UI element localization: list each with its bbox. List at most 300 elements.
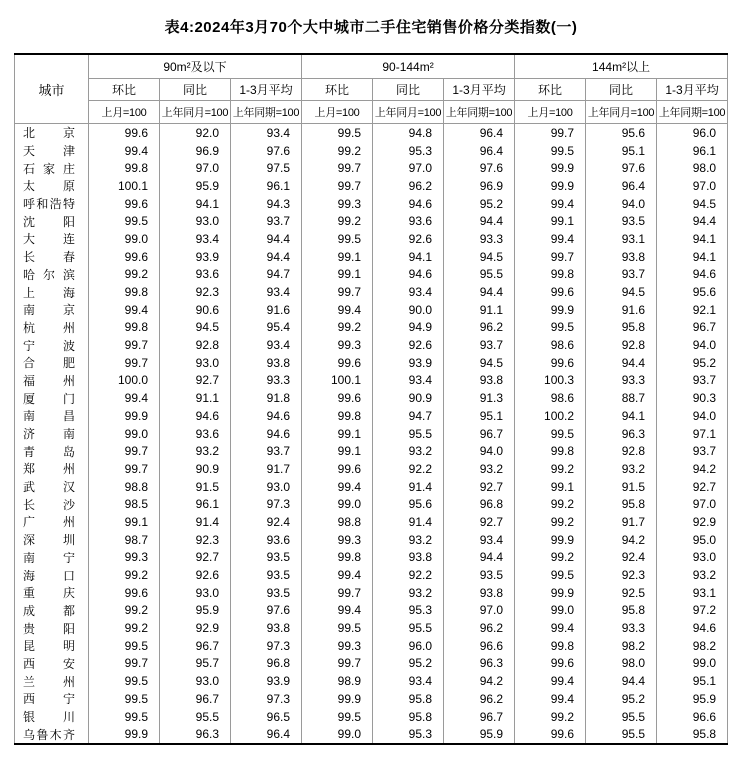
value-cell: 93.7 xyxy=(444,336,515,354)
value-cell: 95.9 xyxy=(160,602,231,620)
value-cell: 93.4 xyxy=(373,372,444,390)
value-cell: 93.7 xyxy=(231,212,302,230)
value-cell: 97.1 xyxy=(657,425,728,443)
value-cell: 92.0 xyxy=(160,124,231,142)
value-cell: 96.5 xyxy=(231,708,302,726)
value-cell: 91.5 xyxy=(160,478,231,496)
city-name: 海口 xyxy=(23,568,75,583)
metric-header-avg: 1-3月平均 xyxy=(231,79,302,101)
value-cell: 99.0 xyxy=(515,602,586,620)
value-cell: 99.3 xyxy=(89,549,160,567)
value-cell: 96.1 xyxy=(160,495,231,513)
value-cell: 99.7 xyxy=(302,283,373,301)
value-cell: 93.8 xyxy=(231,354,302,372)
value-cell: 95.9 xyxy=(444,725,515,744)
value-cell: 99.5 xyxy=(302,124,373,142)
table-row xyxy=(15,212,728,230)
value-cell: 99.4 xyxy=(89,389,160,407)
value-cell: 96.8 xyxy=(444,495,515,513)
table-row xyxy=(15,266,728,284)
value-cell: 95.5 xyxy=(160,708,231,726)
value-cell: 95.3 xyxy=(373,602,444,620)
value-cell: 94.2 xyxy=(657,460,728,478)
value-cell: 94.4 xyxy=(444,283,515,301)
value-cell: 99.2 xyxy=(89,619,160,637)
city-cell xyxy=(15,248,89,266)
table-row xyxy=(15,336,728,354)
value-cell: 91.6 xyxy=(586,301,657,319)
base-header-same-month-last-year: 上年同月=100 xyxy=(586,101,657,124)
value-cell: 96.2 xyxy=(444,319,515,337)
city-name: 宁波 xyxy=(23,338,75,353)
value-cell: 93.9 xyxy=(231,672,302,690)
value-cell: 99.4 xyxy=(302,301,373,319)
value-cell: 95.6 xyxy=(586,124,657,142)
value-cell: 96.1 xyxy=(231,177,302,195)
city-name: 成都 xyxy=(23,603,75,618)
value-cell: 95.2 xyxy=(373,655,444,673)
value-cell: 98.2 xyxy=(586,637,657,655)
value-cell: 91.3 xyxy=(444,389,515,407)
metric-header-yoy: 同比 xyxy=(586,79,657,101)
value-cell: 99.2 xyxy=(89,602,160,620)
value-cell: 95.2 xyxy=(444,195,515,213)
value-cell: 99.2 xyxy=(302,212,373,230)
value-cell: 95.8 xyxy=(586,319,657,337)
value-cell: 99.0 xyxy=(302,725,373,744)
value-cell: 93.0 xyxy=(160,672,231,690)
city-name: 呼和浩特 xyxy=(23,197,75,212)
value-cell: 99.5 xyxy=(89,637,160,655)
metric-header-avg: 1-3月平均 xyxy=(657,79,728,101)
city-name: 西宁 xyxy=(23,692,75,707)
value-cell: 99.7 xyxy=(89,354,160,372)
value-cell: 99.1 xyxy=(89,513,160,531)
value-cell: 94.4 xyxy=(444,549,515,567)
value-cell: 93.8 xyxy=(444,372,515,390)
value-cell: 93.6 xyxy=(160,425,231,443)
value-cell: 98.0 xyxy=(657,159,728,177)
value-cell: 96.0 xyxy=(657,124,728,142)
value-cell: 95.8 xyxy=(373,690,444,708)
value-cell: 99.8 xyxy=(515,442,586,460)
value-cell: 93.3 xyxy=(586,619,657,637)
city-cell xyxy=(15,195,89,213)
base-header-row xyxy=(15,101,728,124)
value-cell: 99.1 xyxy=(302,425,373,443)
value-cell: 95.8 xyxy=(586,495,657,513)
value-cell: 96.3 xyxy=(586,425,657,443)
value-cell: 99.2 xyxy=(89,266,160,284)
value-cell: 93.4 xyxy=(231,283,302,301)
value-cell: 94.1 xyxy=(657,230,728,248)
value-cell: 92.6 xyxy=(373,336,444,354)
value-cell: 99.7 xyxy=(302,584,373,602)
city-name: 长沙 xyxy=(23,497,75,512)
value-cell: 96.3 xyxy=(160,725,231,744)
value-cell: 100.1 xyxy=(89,177,160,195)
city-cell xyxy=(15,212,89,230)
value-cell: 99.5 xyxy=(515,142,586,160)
city-cell xyxy=(15,372,89,390)
city-cell xyxy=(15,513,89,531)
value-cell: 92.8 xyxy=(160,336,231,354)
value-cell: 99.7 xyxy=(302,655,373,673)
value-cell: 97.0 xyxy=(373,159,444,177)
value-cell: 91.7 xyxy=(586,513,657,531)
value-cell: 96.0 xyxy=(373,637,444,655)
value-cell: 92.6 xyxy=(373,230,444,248)
base-header-same-month-last-year: 上年同月=100 xyxy=(160,101,231,124)
value-cell: 94.4 xyxy=(657,212,728,230)
value-cell: 99.6 xyxy=(89,248,160,266)
city-cell xyxy=(15,336,89,354)
value-cell: 99.5 xyxy=(302,230,373,248)
value-cell: 94.1 xyxy=(586,407,657,425)
value-cell: 92.3 xyxy=(586,566,657,584)
value-cell: 96.7 xyxy=(657,319,728,337)
city-name: 厦门 xyxy=(23,391,75,406)
value-cell: 96.1 xyxy=(657,142,728,160)
city-cell xyxy=(15,266,89,284)
value-cell: 93.4 xyxy=(373,283,444,301)
value-cell: 92.3 xyxy=(160,531,231,549)
group-header-144-above: 144m²以上 xyxy=(515,54,728,79)
value-cell: 95.5 xyxy=(586,725,657,744)
value-cell: 96.7 xyxy=(444,425,515,443)
value-cell: 99.3 xyxy=(302,195,373,213)
value-cell: 99.6 xyxy=(515,655,586,673)
city-name: 深圳 xyxy=(23,533,75,548)
value-cell: 93.0 xyxy=(160,354,231,372)
value-cell: 97.0 xyxy=(657,177,728,195)
value-cell: 99.2 xyxy=(515,549,586,567)
value-cell: 100.0 xyxy=(89,372,160,390)
city-name: 长春 xyxy=(23,250,75,265)
value-cell: 98.0 xyxy=(586,655,657,673)
value-cell: 96.4 xyxy=(444,142,515,160)
city-cell xyxy=(15,283,89,301)
value-cell: 99.4 xyxy=(515,619,586,637)
value-cell: 99.0 xyxy=(302,495,373,513)
value-cell: 96.4 xyxy=(586,177,657,195)
value-cell: 95.8 xyxy=(373,708,444,726)
base-header-prev-month: 上月=100 xyxy=(515,101,586,124)
city-name: 南宁 xyxy=(23,550,75,565)
value-cell: 91.1 xyxy=(444,301,515,319)
value-cell: 95.8 xyxy=(657,725,728,744)
value-cell: 94.8 xyxy=(373,124,444,142)
value-cell: 94.0 xyxy=(444,442,515,460)
value-cell: 99.9 xyxy=(515,177,586,195)
value-cell: 95.9 xyxy=(657,690,728,708)
value-cell: 93.8 xyxy=(444,584,515,602)
value-cell: 92.2 xyxy=(373,460,444,478)
value-cell: 99.2 xyxy=(302,142,373,160)
value-cell: 95.9 xyxy=(160,177,231,195)
city-cell xyxy=(15,230,89,248)
value-cell: 93.9 xyxy=(160,248,231,266)
table-row xyxy=(15,672,728,690)
value-cell: 94.4 xyxy=(586,672,657,690)
value-cell: 94.6 xyxy=(231,407,302,425)
value-cell: 99.5 xyxy=(515,566,586,584)
value-cell: 93.5 xyxy=(586,212,657,230)
city-name: 银川 xyxy=(23,710,75,725)
value-cell: 92.7 xyxy=(657,478,728,496)
value-cell: 98.8 xyxy=(302,513,373,531)
value-cell: 95.6 xyxy=(373,495,444,513)
base-header-same-period-last-year: 上年同期=100 xyxy=(657,101,728,124)
value-cell: 98.5 xyxy=(89,495,160,513)
city-name: 南京 xyxy=(23,303,75,318)
value-cell: 94.1 xyxy=(657,248,728,266)
value-cell: 94.1 xyxy=(160,195,231,213)
value-cell: 99.6 xyxy=(89,195,160,213)
value-cell: 95.6 xyxy=(657,283,728,301)
value-cell: 95.1 xyxy=(586,142,657,160)
table-body xyxy=(15,124,728,745)
value-cell: 99.9 xyxy=(302,690,373,708)
table-row xyxy=(15,248,728,266)
city-cell xyxy=(15,159,89,177)
value-cell: 91.4 xyxy=(373,513,444,531)
value-cell: 95.5 xyxy=(373,619,444,637)
value-cell: 93.2 xyxy=(373,584,444,602)
value-cell: 95.2 xyxy=(657,354,728,372)
metric-header-yoy: 同比 xyxy=(160,79,231,101)
value-cell: 93.5 xyxy=(231,549,302,567)
metric-header-yoy: 同比 xyxy=(373,79,444,101)
city-cell xyxy=(15,460,89,478)
value-cell: 98.9 xyxy=(302,672,373,690)
value-cell: 99.5 xyxy=(89,672,160,690)
value-cell: 99.4 xyxy=(302,602,373,620)
city-name: 福州 xyxy=(23,373,75,388)
value-cell: 99.1 xyxy=(515,212,586,230)
value-cell: 93.0 xyxy=(160,212,231,230)
value-cell: 94.6 xyxy=(373,195,444,213)
value-cell: 93.5 xyxy=(231,584,302,602)
value-cell: 91.7 xyxy=(231,460,302,478)
table-row xyxy=(15,354,728,372)
value-cell: 99.2 xyxy=(89,566,160,584)
table-row xyxy=(15,708,728,726)
table-row xyxy=(15,159,728,177)
value-cell: 93.0 xyxy=(657,549,728,567)
value-cell: 97.6 xyxy=(231,602,302,620)
value-cell: 94.4 xyxy=(231,230,302,248)
value-cell: 96.9 xyxy=(444,177,515,195)
value-cell: 93.3 xyxy=(586,372,657,390)
value-cell: 99.7 xyxy=(302,159,373,177)
value-cell: 97.3 xyxy=(231,637,302,655)
city-cell xyxy=(15,672,89,690)
value-cell: 99.8 xyxy=(89,283,160,301)
base-header-same-period-last-year: 上年同期=100 xyxy=(444,101,515,124)
table-row xyxy=(15,407,728,425)
value-cell: 93.7 xyxy=(586,266,657,284)
group-header-90-below: 90m²及以下 xyxy=(89,54,302,79)
table-row xyxy=(15,124,728,142)
base-header-same-period-last-year: 上年同期=100 xyxy=(231,101,302,124)
value-cell: 94.6 xyxy=(231,425,302,443)
value-cell: 96.2 xyxy=(373,177,444,195)
value-cell: 99.8 xyxy=(515,637,586,655)
city-cell xyxy=(15,478,89,496)
value-cell: 99.9 xyxy=(515,301,586,319)
value-cell: 93.2 xyxy=(160,442,231,460)
value-cell: 96.8 xyxy=(231,655,302,673)
value-cell: 97.0 xyxy=(160,159,231,177)
value-cell: 93.8 xyxy=(231,619,302,637)
value-cell: 90.0 xyxy=(373,301,444,319)
value-cell: 93.7 xyxy=(657,442,728,460)
value-cell: 99.4 xyxy=(302,478,373,496)
value-cell: 97.3 xyxy=(231,495,302,513)
metric-header-row xyxy=(15,79,728,101)
value-cell: 93.8 xyxy=(586,248,657,266)
value-cell: 99.5 xyxy=(515,319,586,337)
value-cell: 99.1 xyxy=(302,248,373,266)
value-cell: 98.6 xyxy=(515,389,586,407)
value-cell: 93.0 xyxy=(231,478,302,496)
page-title: 表4:2024年3月70个大中城市二手住宅销售价格分类指数(一) xyxy=(164,19,578,36)
value-cell: 93.2 xyxy=(373,531,444,549)
value-cell: 99.7 xyxy=(302,177,373,195)
value-cell: 93.4 xyxy=(231,124,302,142)
city-name: 石家庄 xyxy=(23,161,75,176)
value-cell: 94.1 xyxy=(373,248,444,266)
city-cell xyxy=(15,655,89,673)
base-header-prev-month: 上月=100 xyxy=(302,101,373,124)
value-cell: 93.4 xyxy=(231,336,302,354)
value-cell: 96.6 xyxy=(444,637,515,655)
value-cell: 99.4 xyxy=(515,195,586,213)
value-cell: 99.2 xyxy=(515,495,586,513)
city-name: 北京 xyxy=(23,126,75,141)
value-cell: 92.8 xyxy=(586,442,657,460)
value-cell: 99.1 xyxy=(302,442,373,460)
value-cell: 99.2 xyxy=(302,319,373,337)
value-cell: 97.2 xyxy=(657,602,728,620)
table-row xyxy=(15,725,728,744)
value-cell: 95.4 xyxy=(231,319,302,337)
value-cell: 99.4 xyxy=(89,301,160,319)
value-cell: 93.5 xyxy=(444,566,515,584)
value-cell: 96.4 xyxy=(231,725,302,744)
value-cell: 97.6 xyxy=(586,159,657,177)
city-cell xyxy=(15,177,89,195)
city-name: 青岛 xyxy=(23,444,75,459)
table-row xyxy=(15,584,728,602)
value-cell: 99.8 xyxy=(302,549,373,567)
table-row xyxy=(15,442,728,460)
value-cell: 91.8 xyxy=(231,389,302,407)
value-cell: 93.5 xyxy=(231,566,302,584)
city-cell xyxy=(15,124,89,142)
table-row xyxy=(15,637,728,655)
value-cell: 99.8 xyxy=(515,266,586,284)
table-row xyxy=(15,619,728,637)
table-row xyxy=(15,142,728,160)
value-cell: 99.2 xyxy=(515,708,586,726)
metric-header-mom: 环比 xyxy=(515,79,586,101)
value-cell: 94.4 xyxy=(586,354,657,372)
value-cell: 95.0 xyxy=(657,531,728,549)
value-cell: 96.4 xyxy=(444,124,515,142)
value-cell: 92.7 xyxy=(444,513,515,531)
table-row xyxy=(15,549,728,567)
value-cell: 99.7 xyxy=(515,248,586,266)
value-cell: 93.8 xyxy=(373,549,444,567)
city-name: 南昌 xyxy=(23,409,75,424)
value-cell: 93.4 xyxy=(160,230,231,248)
value-cell: 92.4 xyxy=(231,513,302,531)
value-cell: 97.3 xyxy=(231,690,302,708)
table-row xyxy=(15,566,728,584)
value-cell: 99.4 xyxy=(515,230,586,248)
group-header-90-144: 90-144m² xyxy=(302,54,515,79)
value-cell: 94.5 xyxy=(160,319,231,337)
city-cell xyxy=(15,495,89,513)
value-cell: 91.1 xyxy=(160,389,231,407)
value-cell: 99.4 xyxy=(515,672,586,690)
value-cell: 93.6 xyxy=(231,531,302,549)
value-cell: 95.1 xyxy=(657,672,728,690)
value-cell: 99.7 xyxy=(89,336,160,354)
city-column-header: 城市 xyxy=(15,54,89,124)
value-cell: 95.3 xyxy=(373,725,444,744)
value-cell: 92.4 xyxy=(586,549,657,567)
table-row xyxy=(15,690,728,708)
value-cell: 99.3 xyxy=(302,336,373,354)
value-cell: 99.5 xyxy=(302,708,373,726)
city-name: 广州 xyxy=(23,515,75,530)
value-cell: 94.0 xyxy=(657,407,728,425)
base-header-prev-month: 上月=100 xyxy=(89,101,160,124)
value-cell: 95.7 xyxy=(160,655,231,673)
value-cell: 93.2 xyxy=(444,460,515,478)
value-cell: 99.6 xyxy=(302,389,373,407)
value-cell: 94.5 xyxy=(444,354,515,372)
city-cell xyxy=(15,549,89,567)
value-cell: 93.0 xyxy=(160,584,231,602)
value-cell: 99.9 xyxy=(89,725,160,744)
metric-header-mom: 环比 xyxy=(302,79,373,101)
city-name: 郑州 xyxy=(23,462,75,477)
value-cell: 96.2 xyxy=(444,619,515,637)
value-cell: 96.9 xyxy=(160,142,231,160)
value-cell: 94.0 xyxy=(586,195,657,213)
value-cell: 95.2 xyxy=(586,690,657,708)
table-row xyxy=(15,389,728,407)
city-cell xyxy=(15,566,89,584)
value-cell: 99.5 xyxy=(515,425,586,443)
value-cell: 99.7 xyxy=(89,442,160,460)
city-cell xyxy=(15,690,89,708)
value-cell: 99.0 xyxy=(89,230,160,248)
value-cell: 93.2 xyxy=(657,566,728,584)
value-cell: 96.7 xyxy=(160,637,231,655)
value-cell: 94.4 xyxy=(231,248,302,266)
value-cell: 93.4 xyxy=(373,672,444,690)
city-cell xyxy=(15,142,89,160)
value-cell: 92.7 xyxy=(444,478,515,496)
city-name: 西安 xyxy=(23,656,75,671)
value-cell: 97.0 xyxy=(444,602,515,620)
city-name: 济南 xyxy=(23,427,75,442)
